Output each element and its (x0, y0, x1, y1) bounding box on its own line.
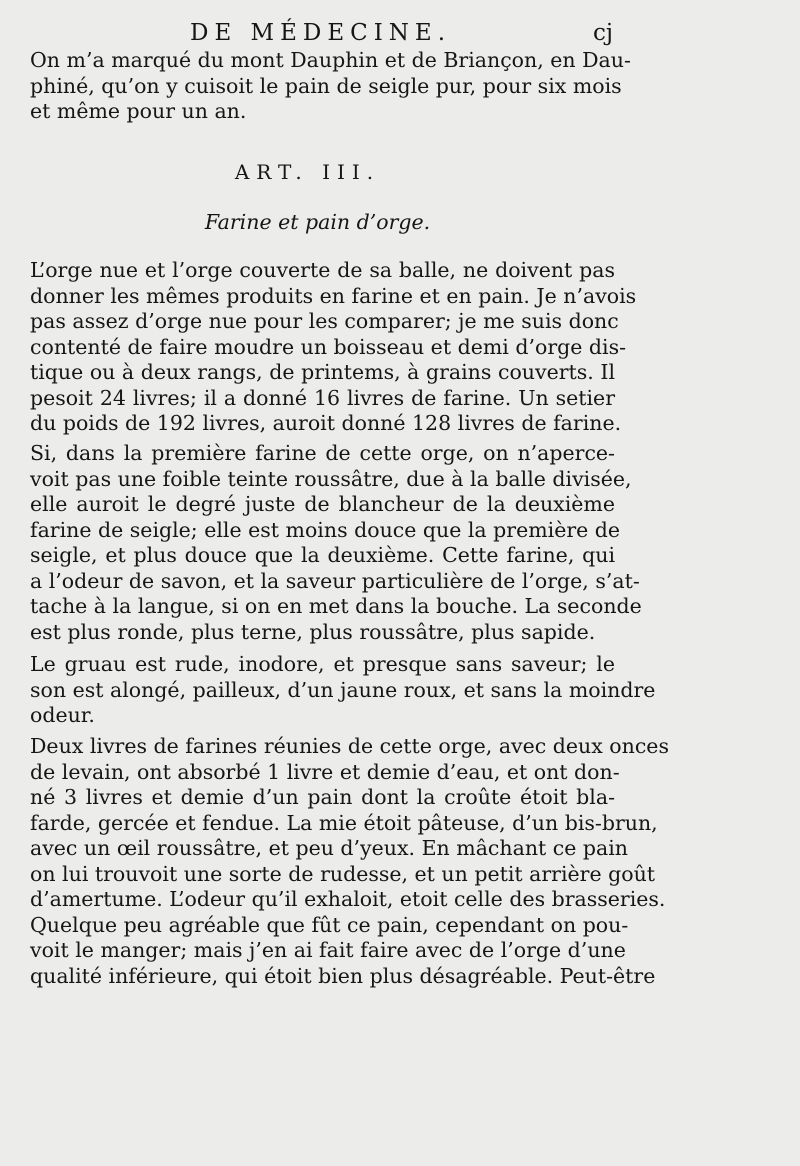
text-line: On m’a marqué du mont Dauphin et de Briançon, en Dau- (30, 48, 631, 72)
text-line: pesoit 24 livres; il a donné 16 livres de farine. Un setier (30, 385, 615, 410)
text-line: farde, gercée et fendue. La mie étoit pâteuse, d’un bis-brun, (30, 810, 658, 835)
text-line: on lui trouvoit une sorte de rudesse, et un petit arrière goût (30, 861, 656, 886)
text-line: Deux livres de farines réunies de cette orge, avec deux onces (30, 734, 669, 758)
text-line: elle auroit le degré juste de blancheur de la deuxième (30, 492, 615, 516)
text-line: Si, dans la première farine de cette orge, on n’aperce- (30, 441, 615, 465)
paragraph-2 (30, 441, 642, 645)
text-line: est plus ronde, plus terne, plus roussâtre, plus sapide. (30, 619, 596, 644)
text-line: avec un œil roussâtre, et peu d’yeux. En mâchant ce pain (30, 836, 629, 860)
text-line: L’orge nue et l’orge couverte de sa balle, ne doivent pas (30, 258, 615, 282)
text-line: phiné, qu’on y cuisoit le pain de seigle pur, pour six mois (30, 73, 622, 98)
paragraph-3 (30, 652, 656, 729)
text-line: de levain, ont absorbé 1 livre et demie d’eau, et ont don- (30, 759, 620, 784)
text-line: farine de seigle; elle est moins douce que la première de (30, 517, 621, 542)
text-line: d’amertume. L’odeur qu’il exhaloit, etoit celle des brasseries. (30, 887, 666, 911)
text-line: tache à la langue, si on en met dans la bouche. La seconde (30, 594, 642, 618)
text-line: qualité inférieure, qui étoit bien plus désagréable. Peut-être (30, 963, 656, 988)
text-line: tique ou à deux rangs, de printems, à grains couverts. Il (30, 360, 615, 384)
text-line: voit le manger; mais j’en ai fait faire avec de l’orge d’une (30, 938, 626, 962)
text-line: a l’odeur de savon, et la saveur particulière de l’orge, s’at- (30, 568, 640, 593)
text-line: pas assez d’orge nue pour les comparer; je me suis donc (30, 309, 619, 333)
text-line: Le gruau est rude, inodore, et presque sans saveur; le (30, 652, 615, 676)
text-line: voit pas une foible teinte roussâtre, due à la balle divisée, (30, 466, 632, 491)
text-line: odeur. (30, 703, 95, 727)
page-number: cj (593, 20, 614, 46)
text-line: donner les mêmes produits en farine et en pain. Je n’avois (30, 283, 637, 308)
text-line: et même pour un an. (30, 99, 247, 123)
text-line: du poids de 192 livres, auroit donné 128 livres de farine. (30, 411, 622, 435)
text-line: son est alongé, pailleux, d’un jaune roux, et sans la moindre (30, 677, 656, 702)
paragraph-1 (30, 258, 637, 437)
paragraph-4 (30, 734, 669, 989)
text-line: né 3 livres et demie d’un pain dont la croûte étoit bla- (30, 785, 615, 809)
article-heading: ART. III. (234, 160, 381, 184)
text-line: Quelque peu agréable que fût ce pain, cependant on pou- (30, 912, 629, 937)
running-title: DE MÉDECINE. (190, 20, 452, 46)
intro-paragraph (30, 48, 631, 125)
section-subheading: Farine et pain d’orge. (204, 210, 431, 234)
text-line: contenté de faire moudre un boisseau et demi d’orge dis- (30, 334, 627, 359)
text-line: seigle, et plus douce que la deuxième. Cette farine, qui (30, 543, 615, 567)
